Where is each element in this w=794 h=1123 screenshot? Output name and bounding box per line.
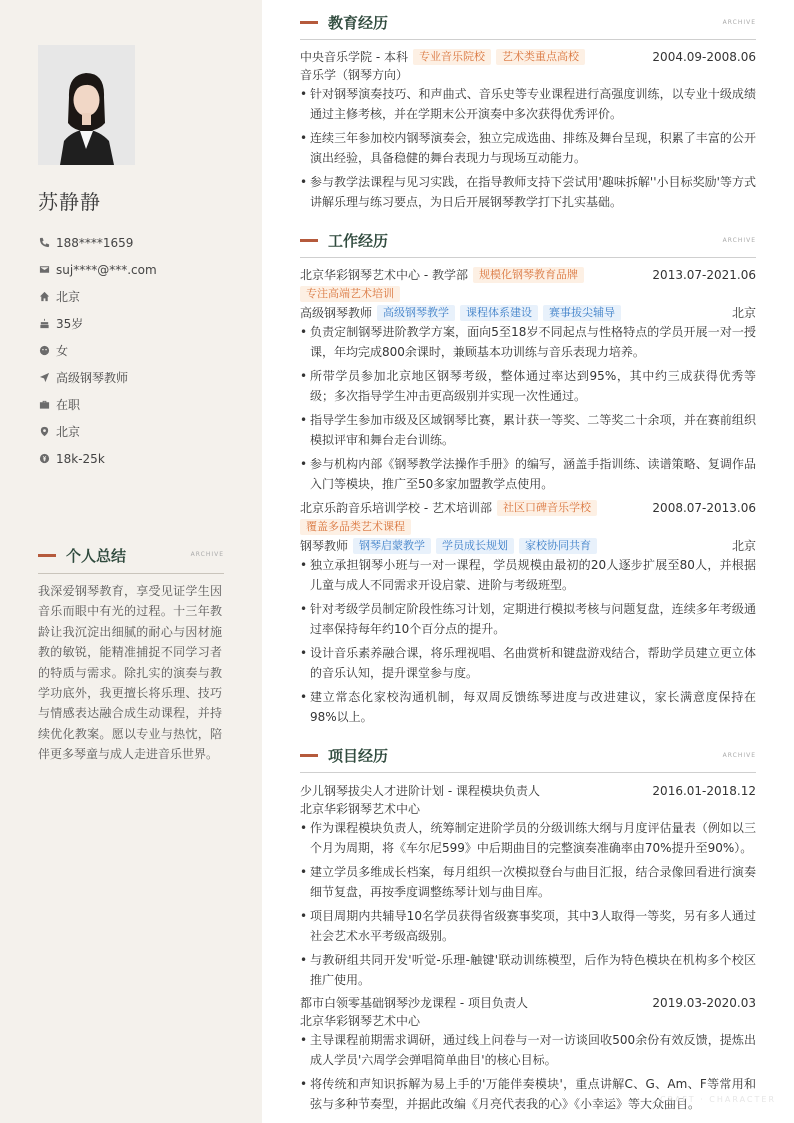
location-text: 北京: [56, 425, 81, 439]
phone-text: 188****1659: [56, 235, 134, 250]
job-entry: [300, 498, 756, 731]
email-icon: [38, 264, 50, 276]
education-header-row: [300, 47, 756, 66]
info-age: [38, 310, 228, 337]
section-accent-bar: [300, 21, 318, 24]
summary-title: 个人总结: [66, 547, 127, 565]
bullet-item: • 主导课程前期需求调研，通过线上问卷与一对一访谈回收500余份有效反馈，提炼出成人学员'六周学会弹唱简单曲目'的核心目标。: [300, 1030, 756, 1070]
send-icon: [38, 372, 50, 384]
skill-tag: 钢琴启蒙教学: [353, 538, 431, 554]
age-text: 35岁: [56, 317, 84, 331]
project-org: 北京华彩钢琴艺术中心: [300, 1014, 421, 1028]
project-org: 北京华彩钢琴艺术中心: [300, 802, 421, 816]
info-phone: [38, 229, 228, 256]
company-tag: 社区口碑音乐学校: [497, 500, 597, 516]
job-header-row: [300, 498, 756, 517]
job-bullets: [300, 555, 756, 727]
status-text: 在职: [56, 398, 81, 412]
gender-icon: [38, 345, 50, 357]
bullet-item: • 参与机构内部《钢琴教学法操作手册》的编写，涵盖手指训练、读谱策略、复调作品入门等模块，推广至50多家加盟教学点使用。: [300, 454, 756, 494]
archive-label: ARCHIVE: [190, 551, 224, 558]
bullet-item: • 作为课程模块负责人，统筹制定进阶学员的分级训练大纲与月度评估量表（例如以三个月为周期，将《车尔尼599》中后期曲目的完整演奏准确率由70%提升至90%）。: [300, 818, 756, 858]
job-tag-row: [300, 517, 756, 536]
section-accent-bar: [300, 754, 318, 757]
info-location: [38, 418, 228, 445]
profile-photo: [38, 45, 135, 165]
bullet-item: • 所带学员参加北京地区钢琴考级，整体通过率达到95%，其中约三成获得优秀等级；多次指导学生冲击更高级别并实现一次性通过。: [300, 366, 756, 406]
summary-text: 我深爱钢琴教育，享受见证学生因音乐而眼中有光的过程。十三年教龄让我沉淀出细腻的耐心与因材施教的敏锐，能精准捕捉不同学习者的特质与需求。除扎实的演奏与教学功底外，我更擅长将乐理、技巧与情感表达融合成生动课程，并持续优化教案。愿以专业与热忱，陪伴更多琴童与成人走进音乐世界。: [38, 584, 222, 762]
company-name: 北京乐韵音乐培训学校 - 艺术培训部: [300, 501, 492, 515]
projects-section-header: [300, 745, 756, 773]
bullet-item: • 针对钢琴演奏技巧、和声曲式、音乐史等专业课程进行高强度训练，以专业十级成绩通过主修考核，并在学期末公开演奏中多次获得优秀评价。: [300, 84, 756, 124]
work-title: 工作经历: [328, 232, 389, 250]
skill-tag: 家校协同共育: [519, 538, 597, 554]
job-entry: [300, 265, 756, 498]
school-name: 中央音乐学院 - 本科: [300, 50, 408, 64]
phone-icon: [38, 237, 50, 249]
info-home: [38, 283, 228, 310]
bullet-item: • 指导学生参加市级及区域钢琴比赛，累计获一等奖、二等奖二十余项，并在赛前组织模拟评审和舞台走台训练。: [300, 410, 756, 450]
bullet-item: • 项目周期内共辅导10名学员获得省级赛事奖项，其中3人取得一等奖，另有多人通过社会艺术水平考级高级别。: [300, 906, 756, 946]
money-icon: [38, 453, 50, 465]
education-major: 音乐学（钢琴方向）: [300, 68, 409, 82]
bullet-item: • 建立学员多维成长档案，每月组织一次模拟登台与曲目汇报，结合录像回看进行演奏细节复盘，再按季度调整练琴计划与曲目库。: [300, 862, 756, 902]
project-date: 2019.03-2020.03: [652, 995, 756, 1010]
info-position: [38, 364, 228, 391]
job-date: 2013.07-2021.06: [652, 267, 756, 282]
school-tag: 艺术类重点高校: [496, 49, 585, 65]
bullet-item: • 与教研组共同开发'听觉-乐理-触键'联动训练模型，后作为特色模块在机构多个校区推广使用。: [300, 950, 756, 990]
archive-label: ARCHIVE: [722, 237, 756, 244]
skill-tag: 课程体系建设: [460, 305, 538, 321]
section-accent-bar: [300, 239, 318, 242]
projects-title: 项目经历: [328, 747, 389, 765]
contact-info-list: [38, 229, 228, 472]
job-city: 北京: [731, 539, 756, 553]
education-date: 2004.09-2008.06: [652, 49, 756, 64]
watermark: CRAFT · CHARACTER: [660, 1095, 776, 1104]
work-section-header: [300, 230, 756, 258]
bullet-item: • 独立承担钢琴小班与一对一课程，学员规模由最初的20人逐步扩展至80人，并根据儿童与成人不同需求开设启蒙、进阶与考级班型。: [300, 555, 756, 595]
info-salary: [38, 445, 228, 472]
bullet-item: • 设计音乐素养融合课，将乐理视唱、名曲赏析和键盘游戏结合，帮助学员建立更立体的音乐认知，提升课堂参与度。: [300, 643, 756, 683]
school-tag: 专业音乐院校: [413, 49, 491, 65]
job-tag-row: [300, 284, 756, 303]
company-tag: 专注高端艺术培训: [300, 286, 400, 302]
info-status: [38, 391, 228, 418]
section-accent-bar: [38, 554, 56, 557]
skill-tag: 赛事拔尖辅导: [543, 305, 621, 321]
project-bullets: [300, 818, 756, 990]
location-icon: [38, 426, 50, 438]
home-icon: [38, 291, 50, 303]
bullet-item: • 针对考级学员制定阶段性练习计划，定期进行模拟考核与问题复盘，连续多年考级通过率保持每年约10个百分点的提升。: [300, 599, 756, 639]
bullet-item: • 连续三年参加校内钢琴演奏会，独立完成选曲、排练及舞台呈现，积累了丰富的公开演出经验，具备稳健的舞台表现力与现场互动能力。: [300, 128, 756, 168]
sidebar: [0, 0, 262, 1123]
skill-tag: 高级钢琴教学: [377, 305, 455, 321]
candidate-name: 苏静静: [38, 190, 101, 214]
bullet-item: • 建立常态化家校沟通机制，每双周反馈练琴进度与改进建议，家长满意度保持在98%以上。: [300, 687, 756, 727]
job-role-row: [300, 536, 756, 555]
position-text: 高级钢琴教师: [56, 371, 129, 385]
project-entry: [300, 781, 756, 994]
job-role: 高级钢琴教师: [300, 306, 373, 320]
cake-icon: [38, 318, 50, 330]
project-date: 2016.01-2018.12: [652, 783, 756, 798]
skill-tag: 学员成长规划: [436, 538, 514, 554]
info-email: [38, 256, 228, 283]
job-date: 2008.07-2013.06: [652, 500, 756, 515]
job-header-row: [300, 265, 756, 284]
education-title: 教育经历: [328, 14, 389, 32]
archive-label: ARCHIVE: [722, 752, 756, 759]
project-header-row: [300, 993, 756, 1012]
briefcase-icon: [38, 399, 50, 411]
email-text: suj****@***.com: [56, 262, 157, 277]
company-tag: 规模化钢琴教育品牌: [473, 267, 584, 283]
home-text: 北京: [56, 290, 81, 304]
salary-text: 18k-25k: [56, 451, 105, 466]
project-name: 都市白领零基础钢琴沙龙课程 - 项目负责人: [300, 996, 528, 1010]
project-header-row: [300, 781, 756, 800]
education-bullets: [300, 84, 756, 212]
gender-text: 女: [56, 344, 69, 358]
company-name: 北京华彩钢琴艺术中心 - 教学部: [300, 268, 468, 282]
education-entry: [300, 47, 756, 216]
company-tag: 覆盖多品类艺术课程: [300, 519, 411, 535]
bullet-item: • 将传统和声知识拆解为易上手的'万能伴奏模块'，重点讲解C、G、Am、F等常用和弦与多种节奏型，并据此改编《月亮代表我的心》《小幸运》等大众曲目。: [300, 1074, 756, 1114]
info-gender: [38, 337, 228, 364]
bullet-item: • 负责定制钢琴进阶教学方案，面向5至18岁不同起点与性格特点的学员开展一对一授课，年均完成800余课时，兼顾基本功训练与音乐表现力培养。: [300, 322, 756, 362]
summary-section-header: [38, 544, 224, 574]
job-role-row: [300, 303, 756, 322]
avatar-icon: [38, 45, 135, 165]
job-city: 北京: [731, 306, 756, 320]
job-role: 钢琴教师: [300, 539, 349, 553]
job-bullets: [300, 322, 756, 494]
project-name: 少儿钢琴拔尖人才进阶计划 - 课程模块负责人: [300, 784, 540, 798]
archive-label: ARCHIVE: [722, 19, 756, 26]
bullet-item: • 参与教学法课程与见习实践，在指导教师支持下尝试用'趣味拆解''小目标奖励'等方式讲解乐理与练习要点，为日后开展钢琴教学打下扎实基础。: [300, 172, 756, 212]
education-section-header: [300, 12, 756, 40]
